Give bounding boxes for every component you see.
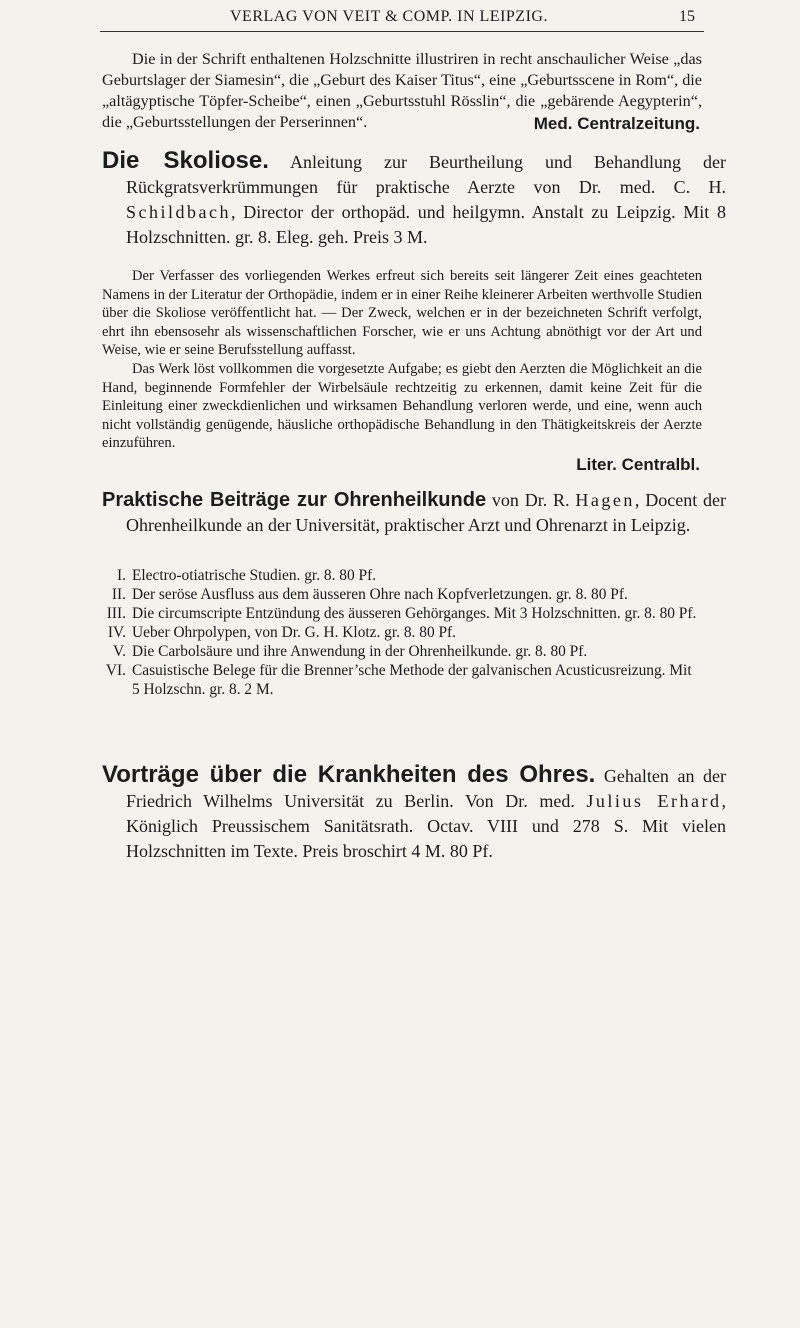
series-list [102, 566, 702, 699]
entry-title: Praktische Beiträge zur Ohrenheilkunde [102, 489, 487, 511]
review-text: Die in der Schrift enthaltenen Holzschnitte illustriren in recht anschaulicher Weise „das Geburtslager der Siamesin“, die „Geburt des Kaiser Titus“, eine „Geburtsscene in Rom“, die „altägyptische Töpfer-Scheibe“, einen „Geburtsstuhl Rösslin“, die „gebärende Aegypterin“, die „Geburtsstellungen der Perserinnen“. [102, 50, 702, 131]
review-paragraph: Der Verfasser des vorliegenden Werkes erfreut sich bereits seit längerer Zeit eines geachteten Namens in der Literatur der Orthopädie, indem er in einer Reihe kleinerer Arbeiten werthvolle Studien über die Skoliose veröffentlicht hat. — Der Zweck, welchen er in der bezeichneten Schrift verfolgt, ehrt ihn ebensosehr als wissenschaftlichen Forscher, wie er uns Achtung abnöthigt vor der Art und Weise, wie er seine Berufsstellung auffasst. [102, 268, 702, 359]
entry-desc: Anleitung zur Beurtheilung und Behandlung der Rückgratsverkrümmungen für praktische Aerzte von Dr. med. C. H. [126, 152, 727, 197]
publisher-line: VERLAG VON VEIT & COMP. IN LEIPZIG. [230, 8, 548, 25]
entry-desc: Gehalten an der Friedrich Wilhelms Universität zu Berlin. Von Dr. med. [126, 766, 726, 811]
entry-desc-cont: , Docent der Ohrenheilkunde an der Universität, praktischer Arzt und Ohrenarzt in Leipzig. [126, 490, 726, 535]
running-head [230, 8, 695, 30]
list-item: I. Electro-otiatrische Studien. gr. 8. 80 Pf. [117, 567, 377, 584]
list-item: IV. Ueber Ohrpolypen, von Dr. G. H. Klotz. gr. 8. 80 Pf. [107, 624, 457, 641]
header-rule [100, 31, 704, 32]
review-source: Liter. Centralbl. [576, 455, 700, 474]
entry-desc: von Dr. R. [486, 490, 576, 510]
list-item: III. Die circumscripte Entzündung des äusseren Gehörganges. Mit 3 Holzschnitten. gr. 8. 80 Pf. [106, 605, 697, 622]
page-number: 15 [679, 8, 695, 25]
catalog-entry-skoliose [102, 148, 726, 250]
list-item: II. Der seröse Ausfluss aus dem äusseren Ohre nach Kopfverletzungen. gr. 8. 80 Pf. [111, 586, 628, 603]
review-source: Med. Centralzeitung. [533, 114, 700, 133]
entry-author: Julius Erhard [586, 791, 722, 811]
entry-desc-cont: , Königlich Preussischem Sanitätsrath. Octav. VIII und 278 S. Mit vielen Holzschnitten im Texte. Preis broschirt 4 M. 80 Pf. [126, 791, 726, 861]
entry-author: Hagen [575, 490, 635, 510]
catalog-entry-ohrenheilkunde [102, 488, 726, 538]
entry-author: Schildbach [126, 202, 231, 222]
list-item: VI. Casuistische Belege für die Brenner’sche Methode der galvanischen Acusticusreizung. Mit 5 Holzschn. gr. 8. 2 M. [105, 662, 692, 698]
entry-title: Die Skoliose. [102, 147, 269, 174]
list-item: V. Die Carbolsäure und ihre Anwendung in der Ohrenheilkunde. gr. 8. 80 Pf. [113, 643, 588, 660]
review-paragraph: Das Werk löst vollkommen die vorgesetzte Aufgabe; es giebt den Aerzten die Möglichkeit an die Hand, beginnende Formfehler der Wirbelsäule rechtzeitig zu erkennen, damit keine Zeit für die Einleitung einer zweckdienlichen und wirksamen Behandlung verloren werde, und eine, wenn auch nicht vollständig genügende, häusliche orthopädische Behandlung in den Thätigkeitskreis der Aerzte einzuführen. [102, 361, 702, 452]
entry-title: Vorträge über die Krankheiten des Ohres. [102, 761, 596, 788]
entry-desc-cont: , Director der orthopäd. und heilgymn. Anstalt zu Leipzig. Mit 8 Holzschnitten. gr. 8. Eleg. geh. Preis 3 M. [126, 202, 726, 247]
catalog-entry-vortraege [102, 762, 726, 864]
